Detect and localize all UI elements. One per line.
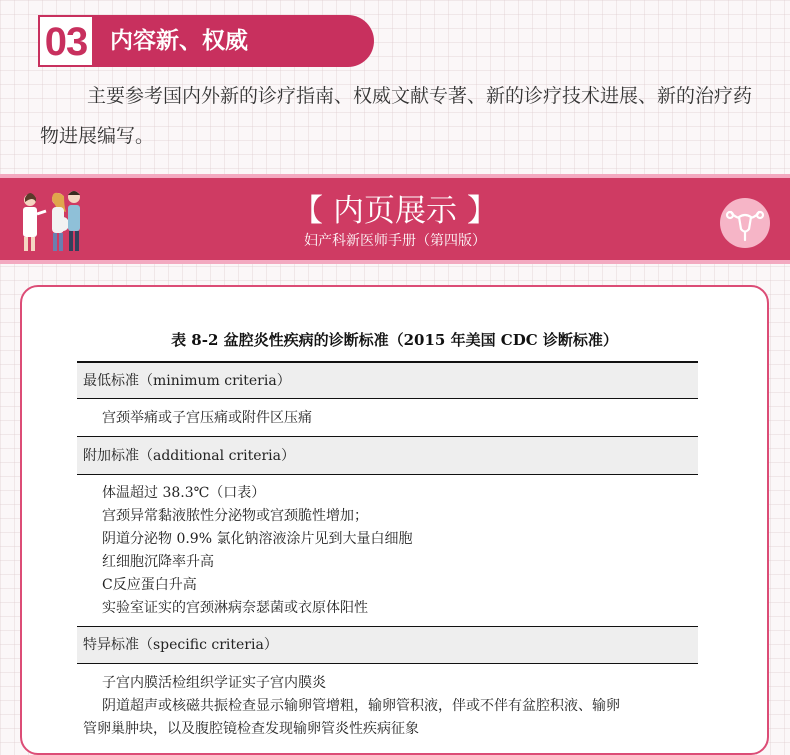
table-section-header: 特异标准（specific criteria） [83, 637, 278, 653]
table-item: 实验室证实的宫颈淋病奈瑟菌或衣原体阳性 [102, 600, 368, 616]
section-badge [38, 15, 374, 67]
table-item: 子宫内膜活检组织学证实子宫内膜炎 [102, 675, 326, 691]
table-item: 管卵巢肿块，以及腹腔镜检查发现输卵管炎性疾病征象 [83, 721, 419, 737]
table-item: 阴道分泌物 0.9% 氯化钠溶液涂片见到大量白细胞 [102, 531, 413, 547]
banner-subtitle: 妇产科新医师手册（第四版） [304, 233, 486, 249]
table-section-header: 最低标准（minimum criteria） [83, 373, 291, 389]
table-item: 宫颈举痛或子宫压痛或附件区压痛 [102, 410, 312, 426]
uterus-icon-badge [720, 198, 770, 248]
table-item: C反应蛋白升高 [102, 577, 197, 593]
uterus-icon [720, 198, 770, 248]
section-title: 内容新、权威 [110, 28, 248, 54]
intro-paragraph: 主要参考国内外新的诊疗指南、权威文献专著、新的诊疗技术进展、新的治疗药物进展编写。 [40, 85, 753, 147]
section-number: 03 [38, 15, 94, 67]
table-rule [77, 474, 698, 475]
banner-title: 【 内页展示 】 [292, 193, 498, 229]
preview-banner [0, 174, 790, 264]
table-rule [77, 663, 698, 664]
table-item: 宫颈异常黏液脓性分泌物或宫颈脆性增加； [102, 508, 368, 524]
table-rule [77, 398, 698, 399]
table-item: 体温超过 38.3℃（口表） [102, 485, 266, 501]
table-title: 表 8-2 盆腔炎性疾病的诊断标准（2015 年美国 CDC 诊断标准） [171, 331, 618, 349]
table-section-header: 附加标准（additional criteria） [83, 448, 296, 464]
table-item: 阴道超声或核磁共振检查显示输卵管增粗，输卵管积液，伴或不伴有盆腔积液、输卵 [102, 698, 620, 714]
table-item: 红细胞沉降率升高 [102, 554, 214, 570]
